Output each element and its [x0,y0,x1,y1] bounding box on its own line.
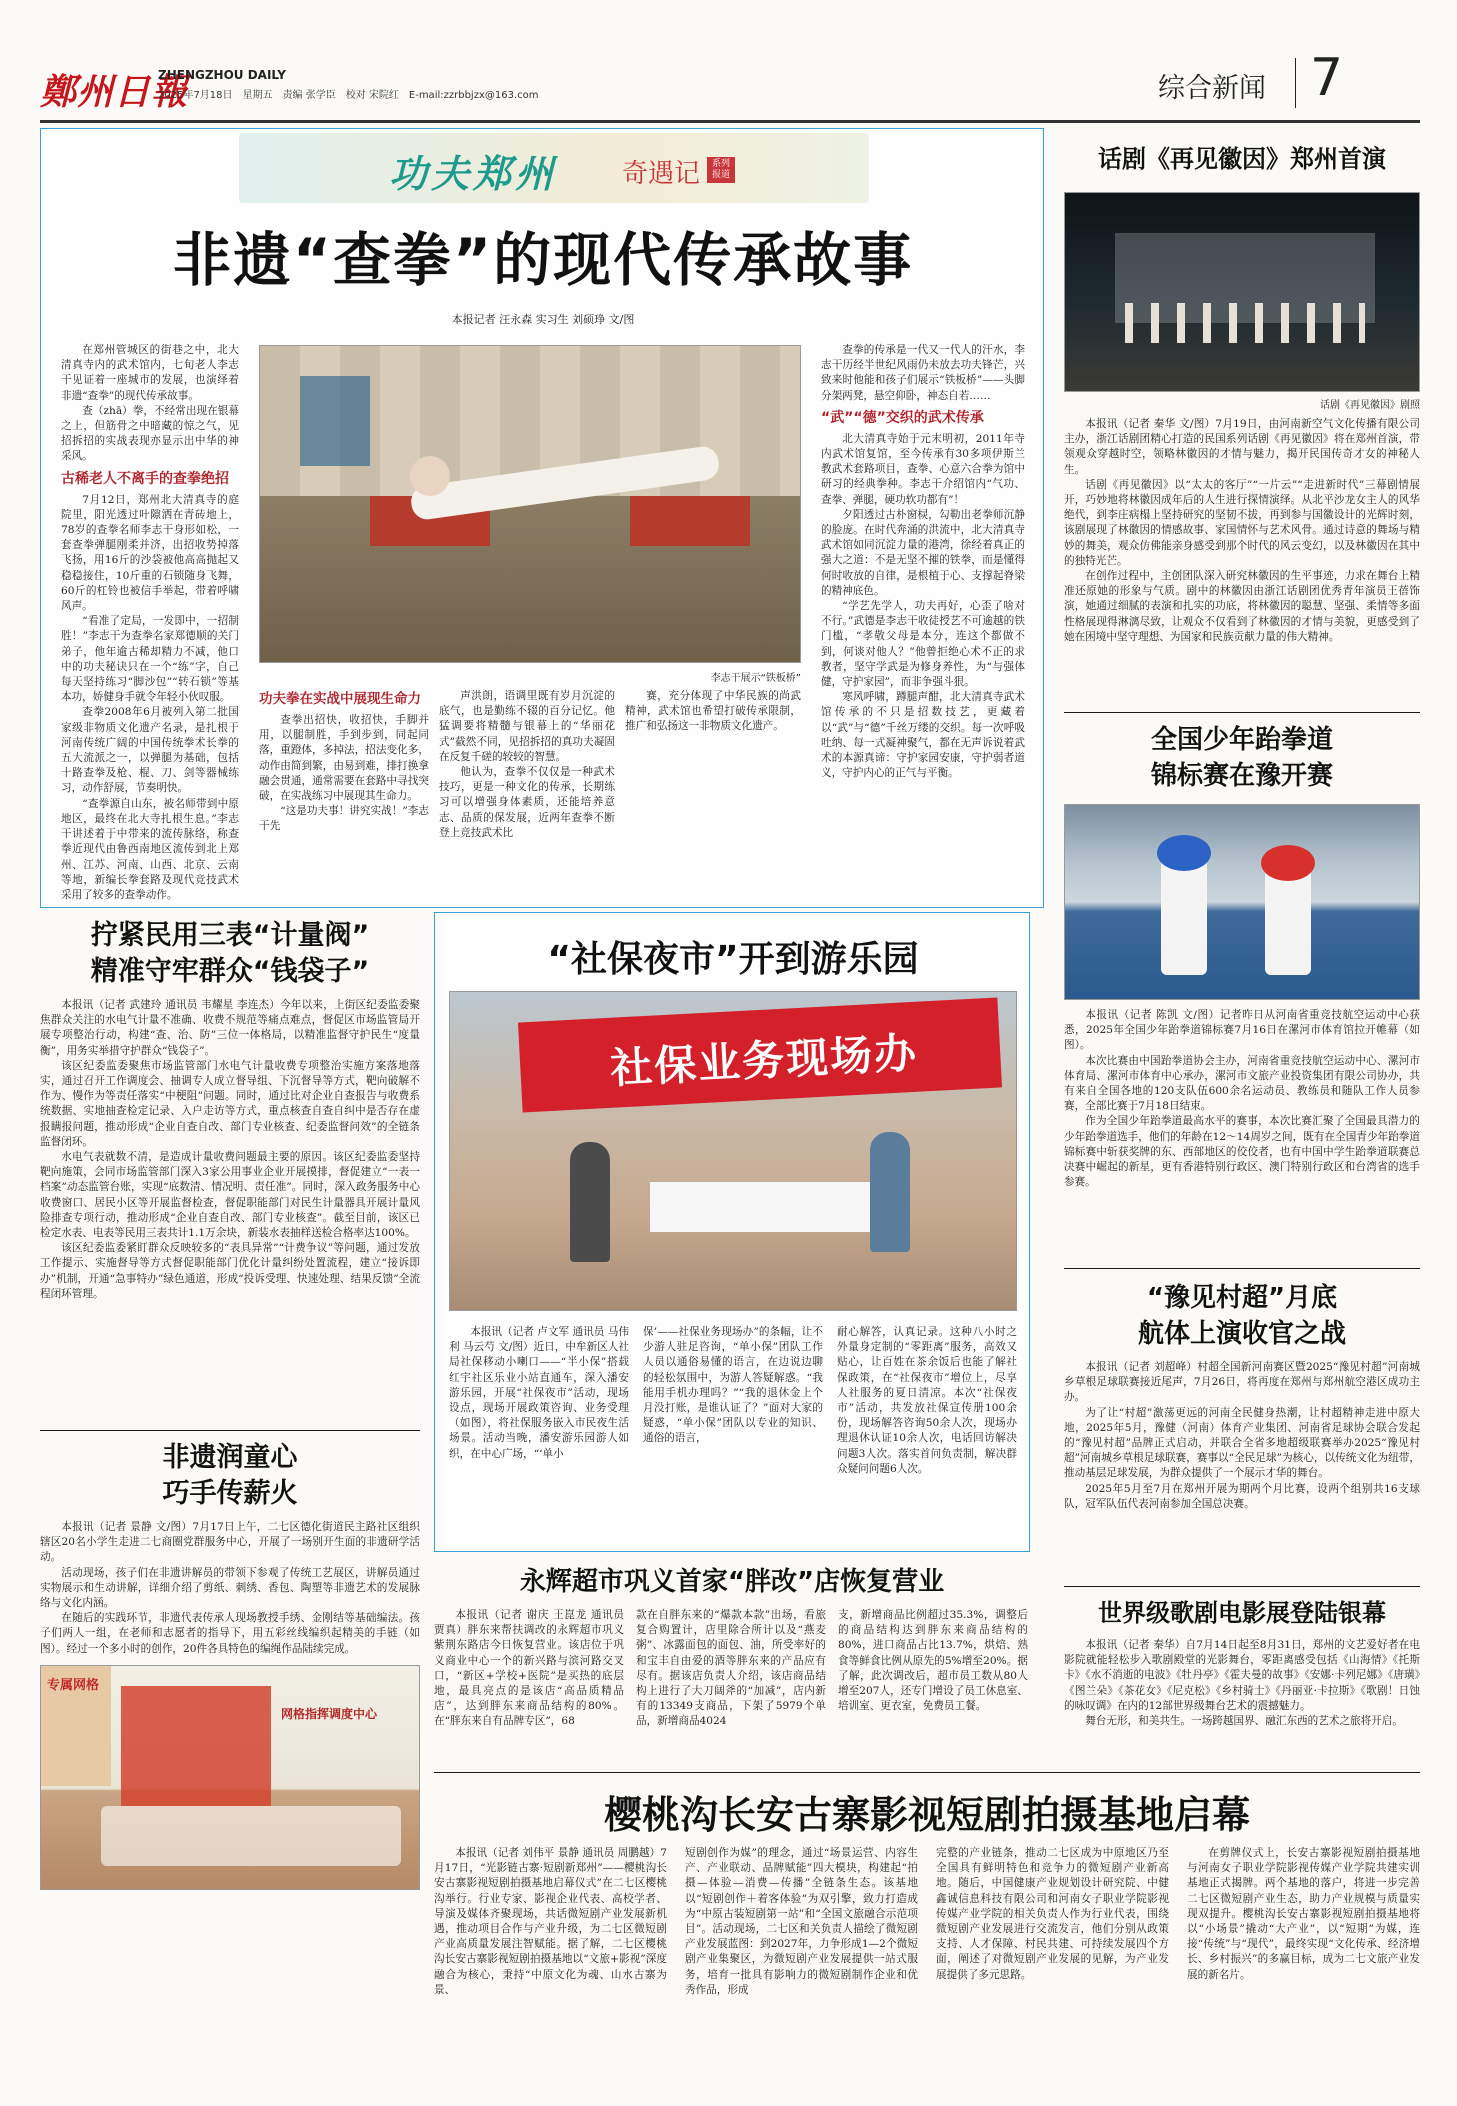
kungfu-para: 夕阳透过古朴窗棂，勾勒出老拳师沉静的脸庞。在时代奔涌的洪流中，北大清真寺武术馆如同沉淀力量的港湾，徐经着真正的强大之道：不是无坚不摧的铁拳，而是懂得何时收放的自律，是根植于心、支撑起脊梁的精神底色。 [821,508,1025,597]
kungfu-subhead-3: “武”“德”交织的武术传承 [821,409,984,426]
meters-article [40,918,420,1302]
kungfu-para: “学艺先学人，功夫再好，心歪了啥对不行。”武德是李志干收徒授艺不可逾越的铁门槛，“孝敬父母是本分，连这个都做不到，何谈对他人？”他曾拒绝心术不正的求教者，坚守学武是为修身养性，为“与强体健，守护家园”，而非争强斗狠。 [821,600,1025,689]
play-para: 在创作过程中，主创团队深入研究林徽因的生平事迹，力求在舞台上精准还原她的形象与气质。剧中的林徽因由浙江话剧团优秀青年演员王蓓饰演，她通过细腻的表演和扎实的功底，将林徽因的聪慧、坚强、柔情等多面性格展现得淋漓尽致，让观众不仅看到了林徽因的才情与美貌，更感受到了她在困境中坚守理想、为国家和民族贡献力量的伟大精神。 [1064,570,1420,643]
kungfu-column-4a [625,689,801,735]
supermarket-para: 支，新增商品比例超过35.3%，调整后的商品结构达到胖东来商品结构的80%，进口商品占比13.7%，烘焙、熟食等鲜食比例从原先的5%增至20%。据了解，此次调改后，超市员工数从80人增至207人，还专门增设了员工休息室、培训室、更衣室，免费员工餐。 [838,1609,1028,1713]
short-drama-para: 完整的产业链条，推动二七区成为中原地区乃至全国具有鲜明特色和竞争力的微短剧产业新高地。随后，中国健康产业规划设计研究院、中健鑫诚信息科技有限公司和河南女子职业学院影视传媒产业学院的相关负责人作为行业代表，围绕微短剧产业发展进行交流发言，他们分别从政策支持、人才保障、村民共建、可持续发展四个方面，阐述了对微短剧产业发展的见解，为产业发展提供了多元思路。 [936,1847,1169,1981]
kungfu-subhead-1: 古稀老人不离手的查拳绝招 [61,470,229,487]
play-photo [1064,192,1420,392]
taekwondo-article [1064,722,1420,1190]
night-market-para: 本报讯（记者 卢文军 通讯员 马伟利 马云芍 文/图）近日，中牟新区人社局社保移动小喇口——“半小保”搭载红宇社区乐业小站直通车，深入潘安游乐园，开展“社保夜市”活动，现场设点，现场开展政策咨询、业务受理（如图），将社保服务嵌入市民夜生活场景。活动当晚，潘安游乐园游人如织，在中心广场，“‘单小 [449,1326,629,1460]
series-banner [239,133,869,203]
supermarket-para: 款在自胖东来的“爆款本款”出场，看旅复合购置计，店里除合所计以及“燕麦粥”、冰露面包的面包、油，所受率好的和宝丰自由爱的酒等胖东来的产品应有尽有。据该店负责人介绍，该店商品结构上进行了大刀阔斧的“加减”，店内新有的13349支商品，下架了5979个单品，新增商品4024 [636,1609,826,1728]
kungfu-byline: 本报记者 汪永森 实习生 刘硕琤 文/图 [451,313,635,326]
short-drama-headline: 樱桃沟长安古寨影视短剧拍摄基地启幕 [603,1793,1250,1837]
kungfu-para: 查（zhā）拳，不经常出现在银幕之上，但筋骨之中暗藏的惊之气，见招拆招的实战表现亦显示出中华的神采风。 [61,404,239,463]
play-para: 本报讯（记者 秦华 文/图）7月19日，由河南新空气文化传播有限公司主办，浙江话剧团精心打造的民国系列话剧《再见徽因》将在郑州首演，带领观众穿越时空，领略林徽因的才情与魅力，揭开民国传奇才女的神秘人生。 [1064,418,1420,476]
night-market-col-3 [837,1325,1017,1477]
play-para: 话剧《再见徽因》以“太太的客厅”“一片云”“走进新时代”三幕剧情展开，巧妙地将林徽因成年后的人生进行探情演绎。从北平沙龙女主人的风华绝代，到李庄病榻上坚持研究的坚韧不拔，再到参与国徽设计的光辉时刻，该剧展现了林徽因的情感故事、家国情怀与艺术风骨。通过诗意的舞场与精妙的舞美，观众仿佛能亲身感受到那个时代的风云变幻，以及林徽因在其中的独特光芒。 [1064,478,1420,567]
kungfu-para: 查拳出招快，收招快，手脚并用，以腿制胜，手到步到，同起同落，重蹬体，多掉法，招法变化多，动作由简到繁，由易到难，排打换拿融会贯通，通常需要在套路中寻找突破，在实战练习中展现其生命力。 [259,714,429,803]
night-market-box [434,912,1030,1552]
banner-tag: 系列报道 [707,157,735,183]
heritage-para: 在随后的实践环节，非遗代表传承人现场教授手绣、金刚结等基础编法。孩子们两人一组，在老师和志愿者的指导下，用五彩丝线编织起精美的手链（如图）。经过一个多小时的创作，20件各具特色的编绳作品陆续完成。 [40,1612,420,1655]
banner-subtitle: 奇遇记 [622,159,701,189]
night-market-photo [449,991,1017,1311]
kungfu-column-3 [439,689,615,841]
banner-title: 功夫郑州 [389,151,558,196]
kungfu-para: “看准了定局，一发即中，一招制胜！”李志干为查拳名家郑德顺的关门弟子，他年逾古稀却精力不减，他口中的功夫秘诀只在一个“练”字，自己每天坚持练习“脚沙包”“转石锁”等基本功，娇健身手就令年轻小伙叹服。 [61,615,239,704]
film-para: 舞台无形，和美共生。一场跨越国界、融汇东西的艺术之旅将开启。 [1085,1715,1403,1728]
heritage-para: 本报讯（记者 景静 文/图）7月17日上午，二七区德化街道民主路社区组织辖区20名小学生走进二七商圈党群服务中心，开展了一场别开生面的非遗研学活动。 [40,1521,420,1564]
kungfu-para: 在郑州管城区的街巷之中，北大清真寺内的武术馆内，七旬老人李志干见证着一座城市的发展，也演绎着非遗“查拳”的现代传承故事。 [61,344,239,402]
night-market-col-1 [449,1325,629,1462]
night-market-para: 耐心解答，认真记录。这种八小时之外量身定制的“零距离”服务，高效又贴心，让百姓在茶余饭后也能了解社保政策，在“社保夜市”增位上，尽享人社服务的夏日清凉。本次“社保夜市”活动，共发放社保宣传册100余份，现场解答咨询50余人次，现场办理退休认证10余人次，电话回访解决问题3人次。落实首问负责制，解决群众疑问问题6人次。 [837,1326,1017,1475]
heritage-headline-2: 巧手传薪火 [162,1478,298,1509]
page-number: 7 [1310,48,1344,108]
kungfu-para: 查拳2008年6月被列入第二批国家级非物质文化遗产名录，是扎根于河南传统广阔的中国传统拳术长拳的五大流派之一，以弹腿为基础，包括十路查拳及枪、棍、刀、剑等器械练习，动作舒展，节奏明快。 [61,706,239,795]
taekwondo-photo [1064,804,1420,1000]
newspaper-logo: 鄭州日報 [40,71,189,113]
night-market-para: 保’——社保业务现场办”的条幅，让不少游人驻足咨询，“单小保”团队工作人员以通俗易懂的语言，在边说边聊的轻松氛围中，为游人答疑解惑。“我能用手机办理吗？”“我的退休金上个月没打账，是谁认证了？”面对大家的疑惑，“单小保”团队以专业的知识、通俗的语言， [643,1326,823,1445]
heritage-para: 活动现场，孩子们在非遗讲解员的带领下参观了传统工艺展区，讲解员通过实物展示和生动讲解，详细介绍了剪纸、刺绣、香包、陶塑等非遗艺术的发展脉络与文化内涵。 [40,1566,420,1610]
date-line: 2025年7月18日 星期五 责编 张学臣 校对 宋院红 E-mail:zzrbbjzx@163.com [158,90,539,101]
page-divider [1295,58,1296,108]
kungfu-column-2 [259,689,429,835]
kungfu-feature-box [40,128,1044,908]
super-league-para: 本报讯（记者 刘超峰）村超全国新河南赛区暨2025“豫见村超”河南城乡草根足球联赛接近尾声，7月26日，将再度在郑州与郑州航空港区成功主办。 [1064,1361,1420,1404]
divider [1064,712,1420,713]
taekwondo-para: 本报讯（记者 陈凯 文/图）记者昨日从河南省重竞技航空运动中心获悉，2025年全国少年跆拳道锦标赛7月16日在漯河市体育馆拉开帷幕（如图）。 [1064,1009,1420,1052]
kungfu-para: 他认为，查拳不仅仅是一种武术技巧，更是一种文化的传承，长期练习可以增强身体素质，还能培养意志、品质的保发展，近两年查拳不断登上竞技武术比 [439,766,615,839]
taekwondo-headline-2: 锦标赛在豫开赛 [1150,761,1333,791]
heritage-photo [40,1665,420,1890]
taekwondo-headline-1: 全国少年跆拳道 [1150,725,1333,755]
english-name: ZHENGZHOU DAILY [158,68,286,82]
kungfu-column-1 [61,343,239,903]
super-league-para: 2025年5月至7月在郑州开展为期两个月比赛，设两个组别共16支球队，冠军队伍代表河南参加全国总决赛。 [1064,1482,1420,1510]
taekwondo-para: 作为全国少年跆拳道最高水平的赛事，本次比赛汇聚了全国最具潜力的少年跆拳道选手，他们的年龄在12～14周岁之间，既有在全国青少年跆拳道锦标赛中斩获奖牌的东、西部地区的佼佼者，也有中国中学生跆拳道联赛总决赛中崛起的新星，更有香港特别行政区、澳门特别行政区和台湾省的选手参赛。 [1064,1115,1420,1189]
heritage-kids-article [40,1440,420,1657]
divider [40,1430,420,1431]
play-article [1064,140,1420,645]
play-headline: 话剧《再见徽因》郑州首演 [1098,145,1386,173]
masthead-rule [40,120,1420,123]
supermarket-para: 本报讯（记者 谢庆 王崑龙 通讯员 贾真）胖东来帮扶调改的永辉超市巩义紫荆东路店今日恢复营业。该店位于巩义商业中心一个的新兴路与滨河路交叉口，“新区+学校+医院”是买热的底层地，最具亮点的是该店“高品质精品店”，达到胖东来商品结构的80%。在“胖东来自有品牌专区”，68 [434,1609,624,1728]
super-league-headline-2: 航体上演收官之战 [1137,1319,1346,1349]
kungfu-para: 查拳的传承是一代又一代人的汗水，李志干历经半世纪风雨仍未放去功夫锋芒，兴致来时他能和孩子们展示“铁板桥”——头脚分架两凳，悬空仰卧，神态自若…… [821,344,1025,402]
kungfu-column-4 [821,343,1025,781]
kungfu-photo [259,345,801,663]
kungfu-subhead-2: 功夫拳在实战中展现生命力 [259,691,421,707]
photo-sign: 专属网格 [47,1678,100,1693]
divider [1064,1586,1420,1587]
film-headline: 世界级歌剧电影展登陆银幕 [1098,1599,1386,1627]
short-drama-body [434,1846,1420,1998]
short-drama-para: 在剪牌仪式上，长安古寨影视短剧拍摄基地与河南女子职业学院影视传媒产业学院共建实训基地正式揭牌。两个基地的落户，将进一步完善二七区微短剧产业生态，助力产业规模与质量实现双提升。樱桃沟长安古寨影视短剧拍摄基地将以“小场景”撬动“大产业”，以“短期”为媒，连接“传统”与“现代”，最终实现“文化传承、经济增长、乡村振兴”的多赢目标，成为二七文旅产业发展的新名片。 [1187,1847,1420,1981]
kungfu-para: 赛，充分体现了中华民族的尚武精神，武术馆也希望打破传承限制，推广和弘扬这一非物质文化遗产。 [625,690,801,733]
kungfu-para: “这是功夫事！讲究实战！”李志干先 [259,805,429,833]
super-league-headline-1: “豫见村超”月底 [1146,1283,1338,1313]
taekwondo-para: 本次比赛由中国跆拳道协会主办，河南省重竞技航空运动中心、漯河市体育局、漯河市体育中心承办，漯河市文旅产业投资集团有限公司协办，共有来自全国各地的120支队伍600余名运动员、教练员和随队工作人员参赛，全部比赛于7月18日结束。 [1064,1054,1420,1113]
kungfu-para: 声洪朗，语调里既有岁月沉淀的底气，也是勤练不辍的百分记忆。他猛调要将精髓与银幕上的“华丽花式”截然不同，见招拆招的真功夫凝固在反复千磋的较较的智慧。 [439,690,615,763]
night-market-col-2 [643,1325,823,1447]
film-article [1064,1594,1420,1729]
supermarket-article [434,1562,1030,1730]
photo-sign-2: 网格指挥调度中心 [281,1707,378,1721]
kungfu-para: “查拳源自山东，被名师带到中原地区，最终在北大寺扎根生息。”李志干讲述着于中带来的流传脉络，称查拳近现代由鲁西南地区流传到北上郑州、江苏、河南、山西、北京、云南等地，新编长拳套路及现代竞技武术采用了较多的查拳动作。 [61,797,239,901]
play-photo-caption: 话剧《再见徽因》剧照 [1320,400,1420,411]
supermarket-headline: 永辉超市巩义首家“胖改”店恢复营业 [519,1567,945,1597]
masthead [40,48,1420,122]
short-drama-para: 短剧创作为媒”的理念，通过“场景运营、内容生产、产业联动、品牌赋能”四大模块，构建起“拍摄—体验—消费—传播”全链条生态。该基地以“短剧创作＋着客体验”为双引擎，致力打造成为“中原古装短剧第一站”和“全国文旅融合示范项目”。活动现场，二七区和关负责人描绘了微短剧产业发展蓝图：到2027年，力争形成1—2个微短剧产业集聚区，为微短剧产业发展提供一站式服务，培育一批具有影响力的微短剧制作企业和优秀作品，形成 [685,1847,918,1996]
super-league-article [1064,1280,1420,1512]
short-drama-para: 本报讯（记者 刘伟平 景静 通讯员 周鹏越）7月17日，“光影链古寨·短剧新郑州”——樱桃沟长安古寨影视短剧拍摄基地启幕仪式”在二七区樱桃沟举行。行业专家、影视企业代表、高校学者、导演及媒体齐聚现场，共话微短剧产业发展新机遇，推动项目合作与产业升级，为二七区微短剧产业高质量发展注智赋能。据了解，二七区樱桃沟长安古寨影视短剧拍摄基地以“文旅+影视”深度融合为核心，秉持“中原文化为魂、山水古寨为景、 [434,1847,667,1996]
kungfu-para: 7月12日，郑州北大清真寺的庭院里，阳光透过叶隙洒在青砖地上，78岁的查拳名师李志干身形如松，一套查拳弹腿刚柔并济，出招收势掉落飞扬，用16斤的沙袋被他高高抛起又稳稳接住，10斤重的石锁随身飞舞，60斤的杠铃也被信手举起，带着呼啸风声。 [61,493,239,613]
heritage-headline-1: 非遗润童心 [162,1442,298,1473]
super-league-para: 为了让“村超”激荡更远的河南全民健身热潮，让村超精神走进中原大地，2025年5月，豫健（河南）体育产业集团、河南省足球协会联合发起的“豫见村超”品牌正式启动，并联合全省多地超级联赛举办2025“豫见村超”河南城乡草根足球联赛，赛事以“全民足球”为核心，以传统文化为纽带，推动基层足球发展，为群众提供了一个展示才华的舞台。 [1064,1406,1420,1480]
kungfu-photo-caption: 李志干展示“铁板桥” [710,673,801,684]
divider [434,1772,1420,1773]
divider [1064,1268,1420,1269]
banner-text: 社保业务现场办 [609,1027,920,1094]
kungfu-para: 寒风呼啸，蹲腿声酣，北大清真寺武术馆传承的不只是招数技艺，更藏着以“武”与“德”千丝万缕的交织。每一次呼吸吐纳、每一式凝神聚气，都在无声诉说着武术的本源真谛：守护家园安康，守护弱者道义，守护内心的正气与平衡。 [821,691,1025,780]
night-market-headline: “社保夜市”开到游乐园 [547,939,919,980]
meters-para: 该区纪委监委紧盯群众反映较多的“表具异常”“计费争议”等问题，通过发放工作提示、实施督导等方式督促职能部门优化计量纠纷处置流程，建立“接诉即办”机制，开通“急事特办”绿色通道，形成“投诉受理、快速处理、结果反馈”全流程闭环管理。 [40,1242,420,1300]
film-para: 本报讯（记者 秦华）自7月14日起至8月31日，郑州的文艺爱好者在电影院就能轻松步入歌剧殿堂的光影舞台，零距离感受包括《山海情》《托斯卡》《水不消逝的电波》《牡丹亭》《霍夫曼的故事》《安娜·卡列尼娜》《唐璜》《图兰朵》《茶花女》《尼克松》《乡村骑士》《丹丽亚·卡拉斯》《歌剧！日蚀的咏叹调》在内的12部世界级舞台艺术的震撼魅力。 [1064,1639,1420,1712]
meters-headline-1: 拧紧民用三表“计量阀” [90,920,370,951]
meters-para: 该区纪委监委聚焦市场监管部门水电气计量收费专项整治实施方案落地落实，通过召开工作调度会、抽调专人成立督导组、下沉督导等方式，靶向破解不作为、慢作为等责任落实“中梗阻”问题。同时，通过比对企业自查报告与收费系统数据、实地抽查检定记录、入户走访等方式，重点核查自查自纠中是否存在虚报瞒报问题，推动形成“企业自查自改、部门专业核查、纪委监督问效”的全链条监督闭环。 [40,1059,420,1148]
kungfu-headline: 非遗“查拳”的现代传承故事 [172,226,914,294]
meters-para: 水电气表就数不清，是造成计量收费问题最主要的原因。该区纪委监委坚持靶向施策，会同市场监管部门深入3家公用事业企业开展摸排，督促建立“一表一档案”动态监管台账，实现“底数清、情况明、责任准”。同时，深入政务服务中心收费窗口、居民小区等开展监督检查，督促职能部门对民生计量器具开展计量风险排查专项行动，推动形成“企业自查自改、部门专业核查”。截至目前，该区已检定水表、电表等民用三表共计1.1万余块，新装水表抽样送检合格率达100%。 [40,1151,420,1240]
kungfu-para: 北大清真寺始于元末明初，2011年寺内武术馆复馆，至今传承有30多项伊斯兰教武术套路项目，查拳、心意六合拳为馆中研习的经典拳种。李志干介绍馆内“气功、查拳、弹腿，硬功软功都有”！ [821,432,1025,506]
meters-para: 本报讯（记者 武建玲 通讯员 韦耀星 李连杰）今年以来，上街区纪委监委聚焦群众关注的水电气计量不准确、收费不规范等痛点难点，督促区市场监管局开展专项整治行动，构建“查、治、防”三位一体格局，以精准监督守护民生“度量衡”，用务实举措守护群众“钱袋子”。 [40,999,420,1057]
section-name: 综合新闻 [1158,73,1266,104]
meters-headline-2: 精准守牢群众“钱袋子” [90,956,370,987]
